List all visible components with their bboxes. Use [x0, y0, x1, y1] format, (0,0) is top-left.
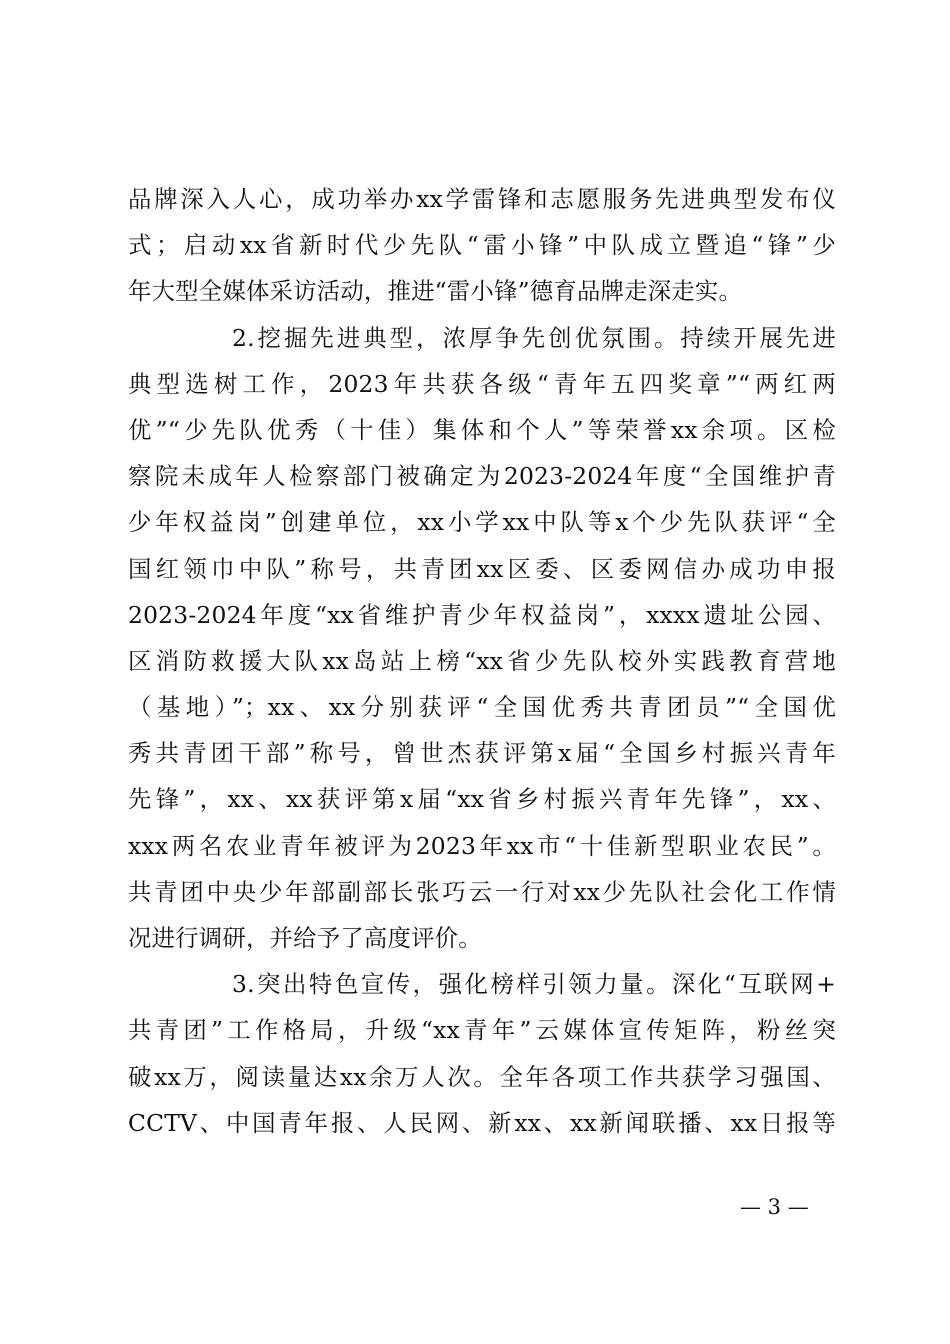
text-line: 式；启动xx省新时代少先队“雷小锋”中队成立暨追“锋”少: [128, 231, 836, 260]
text-line: 年大型全媒体采访活动，推进“雷小锋”德育品牌走深走实。: [128, 277, 743, 306]
page-number: — 3 —: [740, 1195, 809, 1219]
text-line: 共青团”工作格局，升级“xx青年”云媒体宣传矩阵，粉丝突: [128, 1016, 836, 1045]
text-line: 察院未成年人检察部门被确定为2023-2024年度“全国维护青: [128, 462, 836, 491]
section-heading-line: 3.突出特色宣传，强化榜样引领力量。深化“互联网+: [232, 970, 836, 999]
text-line: （基地）”；xx、xx分别获评“全国优秀共青团员”“全国优: [128, 693, 836, 722]
text-line: 2023-2024年度“xx省维护青少年权益岗”，xxxx遗址公园、: [128, 600, 836, 629]
section-heading-line: 2.挖掘先进典型，浓厚争先创优氛围。持续开展先进: [232, 323, 836, 352]
text-line: 品牌深入人心，成功举办xx学雷锋和志愿服务先进典型发布仪: [128, 185, 836, 213]
text-line: 况进行调研，并给予了高度评价。: [128, 924, 482, 952]
text-line: 秀共青团干部”称号，曾世杰获评第x届“全国乡村振兴青年: [128, 739, 836, 768]
text-line: 共青团中央少年部副部长张巧云一行对xx少先队社会化工作情: [128, 877, 836, 906]
text-line: xxx两名农业青年被评为2023年xx市“十佳新型职业农民”。: [128, 831, 836, 860]
body-text: [128, 176, 836, 1146]
text-line: 少年权益岗”创建单位，xx小学xx中队等x个少先队获评“全: [128, 508, 836, 537]
text-line: CCTV、中国青年报、人民网、新xx、xx新闻联播、xx日报等: [128, 1108, 836, 1137]
text-line: 典型选树工作，2023年共获各级“青年五四奖章”“两红两: [128, 369, 836, 398]
text-line: 国红领巾中队”称号，共青团xx区委、区委网信办成功申报: [128, 554, 836, 583]
text-line: 区消防救援大队xx岛站上榜“xx省少先队校外实践教育营地: [128, 646, 836, 675]
text-line: 破xx万，阅读量达xx余万人次。全年各项工作共获学习强国、: [128, 1062, 836, 1091]
text-line: 先锋”，xx、xx获评第x届“xx省乡村振兴青年先锋”，xx、: [128, 785, 836, 814]
text-line: 优”“少先队优秀（十佳）集体和个人”等荣誉xx余项。区检: [128, 415, 836, 444]
